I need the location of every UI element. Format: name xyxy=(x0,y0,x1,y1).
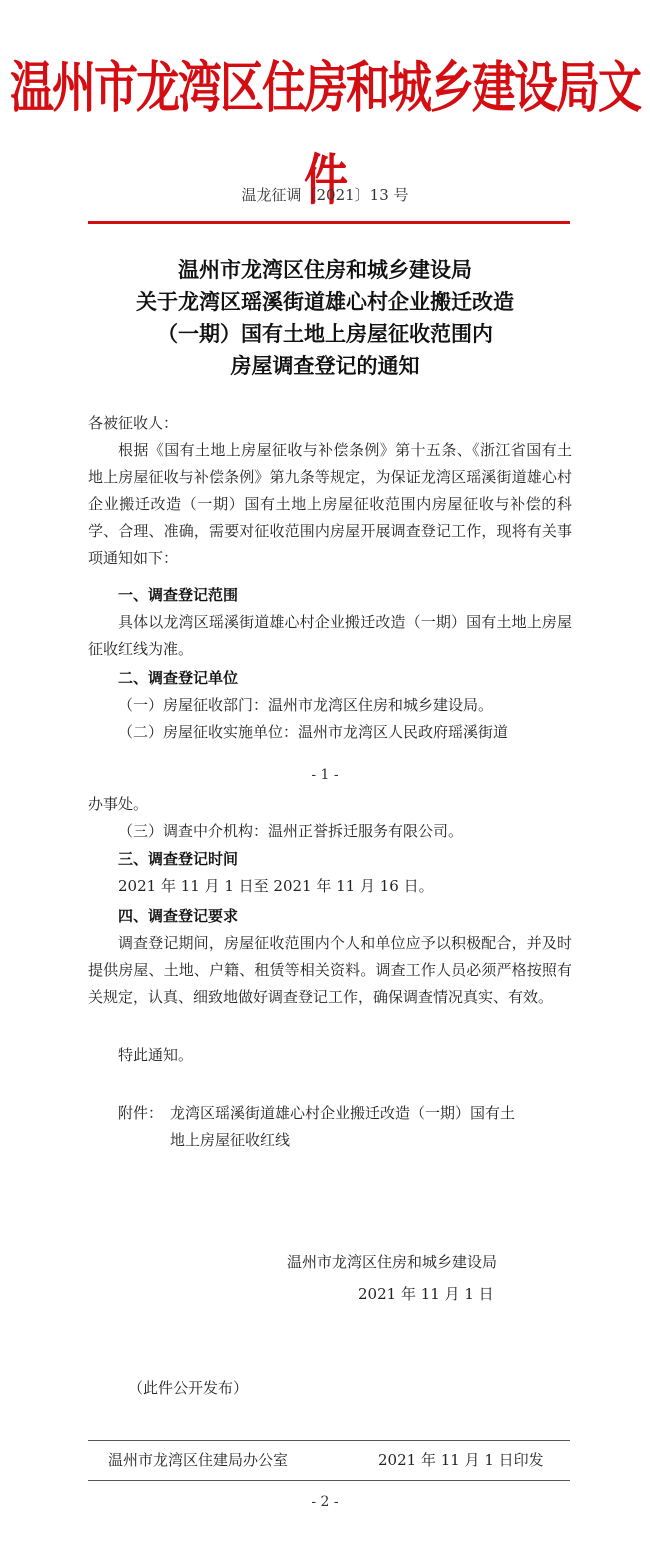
title-line-3: （一期）国有土地上房屋征收范围内 xyxy=(157,321,493,346)
section1-text: 具体以龙湾区瑶溪街道雄心村企业搬迁改造（一期）国有土地上房屋征收红线为准。 xyxy=(88,613,572,658)
section4-text: 调查登记期间，房屋征收范围内个人和单位应予以积极配合，并及时提供房屋、土地、户籍、租赁等相关资料。调查工作人员必须严格按照有关规定，认真、细致地做好调查登记工作，确保调查情况真实、有效。 xyxy=(88,934,572,1006)
section2-item1: （一）房屋征收部门：温州市龙湾区住房和城乡建设局。 xyxy=(118,696,494,714)
signature-date: 2021 年 11 月 1 日 xyxy=(358,1285,494,1303)
closing-text: 特此通知。 xyxy=(118,1046,194,1064)
section2-heading: 二、调查登记单位 xyxy=(118,669,239,687)
salutation: 各被征收人： xyxy=(88,414,179,432)
title-line-4: 房屋调查登记的通知 xyxy=(230,353,420,378)
section3-text: 2021 年 11 月 1 日至 2021 年 11 月 16 日。 xyxy=(118,877,434,895)
page-number-1: - 1 - xyxy=(311,767,339,783)
section2-item2-part1: （二）房屋征收实施单位：温州市龙湾区人民政府瑶溪街道 xyxy=(118,723,509,741)
footer-print-date: 2021 年 11 月 1 日印发 xyxy=(378,1451,544,1469)
title-line-1: 温州市龙湾区住房和城乡建设局 xyxy=(178,257,472,282)
section2-item2-part2: 办事处。 xyxy=(88,795,149,813)
section2-item3: （三）调查中介机构：温州正誉拆迁服务有限公司。 xyxy=(118,822,464,840)
public-release-note: （此件公开发布） xyxy=(128,1379,249,1397)
footer-office: 温州市龙湾区住建局办公室 xyxy=(108,1451,289,1469)
title-line-2: 关于龙湾区瑶溪街道雄心村企业搬迁改造 xyxy=(136,289,514,314)
red-divider xyxy=(88,221,570,224)
attachment-label: 附件： xyxy=(118,1104,164,1122)
section3-heading: 三、调查登记时间 xyxy=(118,850,239,868)
attachment-line-1: 龙湾区瑶溪街道雄心村企业搬迁改造（一期）国有土 xyxy=(170,1104,516,1122)
footer-top-rule xyxy=(88,1440,570,1441)
document-header-title: 温州市龙湾区住房和城乡建设局文件 xyxy=(10,56,640,213)
intro-paragraph: 根据《国有土地上房屋征收与补偿条例》第十五条、《浙江省国有土地上房屋征收与补偿条例》第九条等规定，为保证龙湾区瑶溪街道雄心村企业搬迁改造（一期）国有土地上房屋征收范围内房屋征收与补偿的科学、合理、准确，需要对征收范围内房屋开展调查登记工作，现将有关事项通知如下： xyxy=(88,441,572,567)
attachment-line-2: 地上房屋征收红线 xyxy=(170,1131,291,1149)
document-number: 温龙征调〔2021〕13 号 xyxy=(241,186,409,204)
page-number-2: - 2 - xyxy=(311,1494,339,1510)
signature-org: 温州市龙湾区住房和城乡建设局 xyxy=(287,1253,498,1271)
footer-bottom-rule xyxy=(88,1480,570,1481)
section1-heading: 一、调查登记范围 xyxy=(118,586,239,604)
section4-heading: 四、调查登记要求 xyxy=(118,907,239,925)
